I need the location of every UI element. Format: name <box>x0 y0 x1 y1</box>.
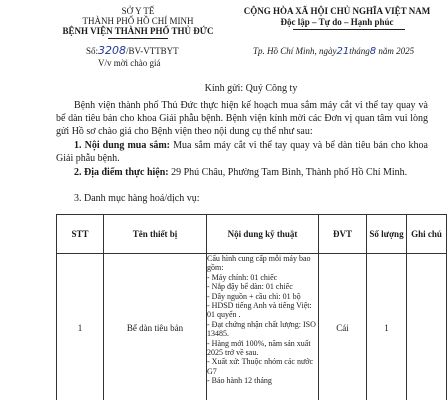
spec-line: - HDSD tiếng Anh và tiếng Việt: 01 quyển . <box>207 301 312 320</box>
spec-line: - Nắp đậy bể dàn: 01 chiếc <box>207 282 293 292</box>
row-note <box>407 254 447 400</box>
table-header-row <box>57 215 447 254</box>
spec-line: - Máy chính: 01 chiếc <box>207 272 278 282</box>
number-suffix: /BV-VTTBYT <box>126 46 179 56</box>
row-stt: 1 <box>57 254 104 400</box>
spec-line: Cấu hình cung cấp mỗi máy bao gồm: <box>207 254 311 273</box>
intro-paragraph: Bệnh viện thành phố Thủ Đức thực hiện kế hoạch mua sắm máy cắt vi thể tay quay và bể dàn tiêu bản cho khoa Giải phẫu bệnh. Bệnh viện kính mời các Đơn vị quan tâm vui lòng gửi Hồ sơ chào giá cho Bệnh viện theo nội dung cụ thể như sau: <box>56 100 428 137</box>
item-1-text: Mua sắm máy cắt vi thể tay quay và bể dàn tiêu bản cho khoa Giải phẫu bệnh. <box>56 140 428 164</box>
item-2-text: 29 Phú Châu, Phường Tam Bình, Thành phố Hồ Chí Minh. <box>171 167 408 178</box>
table-row <box>57 254 447 400</box>
item-2-label: 2. Địa điểm thực hiện: <box>74 167 169 178</box>
header-note: Ghi chú <box>407 215 447 254</box>
country-name: CỘNG HÒA XÃ HỘI CHỦ NGHĨA VIỆT NAM <box>243 6 431 16</box>
spec-line: - Đạt chứng nhận chất lượng: ISO 13485. <box>207 319 316 339</box>
item-1-label: 1. Nội dung mua sắm: <box>74 140 170 151</box>
date-year: năm 2025 <box>378 46 415 56</box>
date-prefix: Tp. Hồ Chí Minh, ngày <box>253 46 337 56</box>
salutation: Kính gửi: Quý Công ty <box>204 83 298 94</box>
item-1-paragraph <box>56 139 428 165</box>
row-quantity: 1 <box>367 254 407 400</box>
city-name: THÀNH PHỐ HỒ CHÍ MINH <box>82 16 194 26</box>
header-underline-left <box>108 38 168 39</box>
ministry-name: SỞ Y TẾ <box>121 6 155 16</box>
header-technical-content: Nội dung kỹ thuật <box>207 215 319 254</box>
document-number <box>86 45 179 57</box>
spec-line: - Xuất xứ: Thuộc nhóm các nước G7 <box>207 357 314 376</box>
goods-table <box>56 214 447 400</box>
date-month-label: tháng <box>349 46 370 56</box>
hospital-name: BỆNH VIỆN THÀNH PHỐ THỦ ĐỨC <box>62 26 214 36</box>
document-date <box>253 46 414 57</box>
row-device-name: Bể dàn tiêu bản <box>104 254 207 400</box>
row-technical-specs <box>207 254 319 400</box>
motto-underline <box>293 29 405 30</box>
motto: Độc lập – Tự do – Hạnh phúc <box>280 17 394 27</box>
item-2-paragraph <box>56 166 428 179</box>
date-day: 21 <box>336 46 350 57</box>
row-unit: Cái <box>319 254 367 400</box>
date-month: 8 <box>369 46 377 57</box>
header-unit: ĐVT <box>319 215 367 254</box>
item-3-heading: 3. Danh mục hàng hoá/dịch vụ: <box>74 193 200 204</box>
header-quantity: Số lượng <box>367 215 407 254</box>
header-stt: STT <box>57 215 104 254</box>
number-prefix: Số: <box>86 46 99 56</box>
spec-line: - Hàng mới 100%, năm sản xuất 2025 trở về sau. <box>207 338 311 358</box>
spec-line: - Dây nguồn + cầu chì: 01 bộ <box>207 291 301 301</box>
number-handwritten: 3208 <box>98 44 127 57</box>
spec-line: - Bảo hành 12 tháng <box>207 376 272 386</box>
document-subject: V/v mời chào giá <box>98 58 161 68</box>
header-device-name: Tên thiết bị <box>104 215 207 254</box>
